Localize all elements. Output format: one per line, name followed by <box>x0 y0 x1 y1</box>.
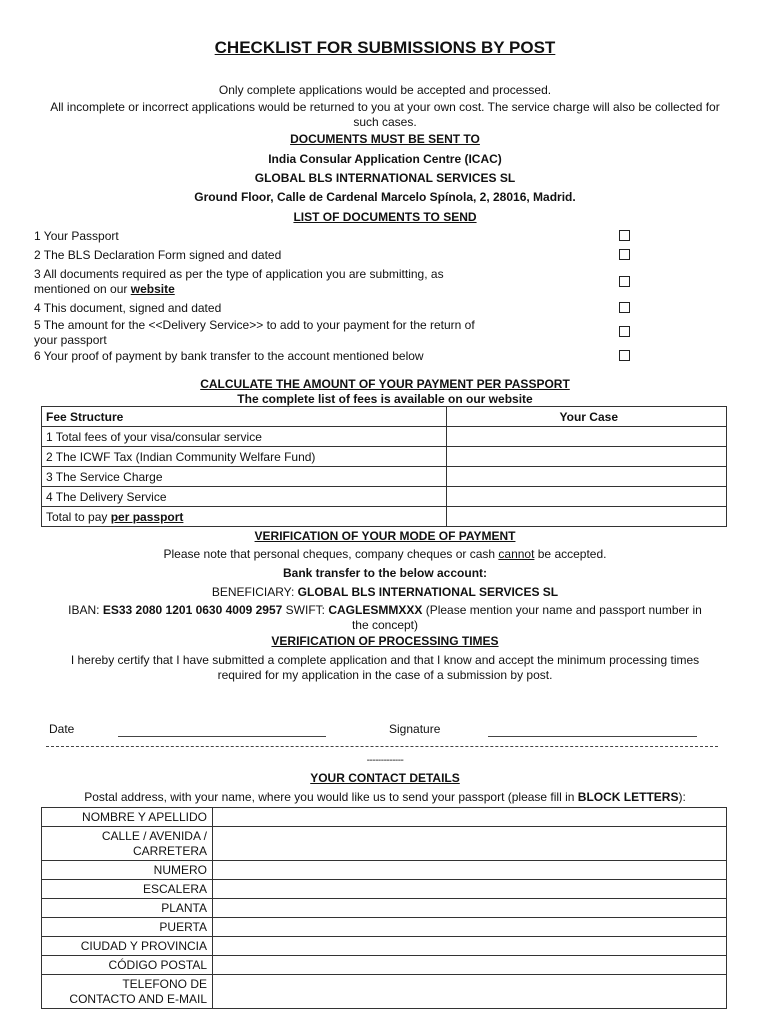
iban-line <box>0 603 770 617</box>
date-label: Date <box>49 722 75 736</box>
fee-input-cell[interactable] <box>447 427 727 447</box>
nombre-input[interactable] <box>213 808 727 827</box>
processing-header: VERIFICATION OF PROCESSING TIMES <box>271 634 499 648</box>
list-item: 1 Your Passport <box>34 229 119 243</box>
cut-line-tail: ------------- <box>366 755 404 766</box>
page-title: CHECKLIST FOR SUBMISSIONS BY POST <box>214 38 556 57</box>
iban-label: IBAN: <box>68 603 103 617</box>
field-label-line-1: TELEFONO DE <box>122 976 207 991</box>
field-label-codigo-postal: CÓDIGO POSTAL <box>42 956 213 975</box>
beneficiary-label: BENEFICIARY: <box>211 585 298 599</box>
checkbox[interactable] <box>619 302 630 313</box>
checkbox[interactable] <box>619 350 630 361</box>
calle-input[interactable] <box>213 827 727 861</box>
list-item-line-1: 5 The amount for the <<Delivery Service>> to add to your payment for the return of <box>34 318 475 332</box>
address-line-1: India Consular Application Centre (ICAC) <box>268 152 502 166</box>
signature-field[interactable] <box>488 735 697 737</box>
address-line-2: GLOBAL BLS INTERNATIONAL SERVICES SL <box>254 171 516 185</box>
fee-label: 3 The Service Charge <box>42 467 447 487</box>
fee-label: 1 Total fees of your visa/consular service <box>42 427 447 447</box>
cut-line <box>46 746 718 747</box>
ciudad-input[interactable] <box>213 937 727 956</box>
swift-note-line-2: the concept) <box>351 618 419 632</box>
table-row <box>42 956 727 975</box>
fee-input-cell[interactable] <box>447 487 727 507</box>
table-header-row <box>42 407 727 427</box>
numero-input[interactable] <box>213 861 727 880</box>
calc-header: CALCULATE THE AMOUNT OF YOUR PAYMENT PER PASSPORT <box>200 377 570 391</box>
intro-line-2: All incomplete or incorrect applications would be returned to you at your own cost. The service charge will also be collected for <box>50 100 720 114</box>
table-row <box>42 975 727 1009</box>
payment-note-post: be accepted. <box>534 547 607 561</box>
list-item: 2 The BLS Declaration Form signed and dated <box>34 248 282 262</box>
contact-table <box>41 807 727 1009</box>
fee-label: 2 The ICWF Tax (Indian Community Welfare Fund) <box>42 447 447 467</box>
swift-note: (Please mention your name and passport number in <box>422 603 702 617</box>
field-label-line-2: CONTACTO AND E-MAIL <box>69 991 207 1006</box>
field-label-calle <box>42 827 213 861</box>
checkbox[interactable] <box>619 230 630 241</box>
calc-subheader: The complete list of fees is available on our website <box>237 392 533 406</box>
table-row <box>42 880 727 899</box>
intro-line-3: such cases. <box>353 115 417 129</box>
swift-value: CAGLESMMXXX <box>328 603 423 617</box>
telefono-email-input[interactable] <box>213 975 727 1009</box>
field-label-ciudad: CIUDAD Y PROVINCIA <box>42 937 213 956</box>
fee-table <box>41 406 727 527</box>
date-field[interactable] <box>118 735 326 737</box>
field-label-telefono <box>42 975 213 1009</box>
total-emphasis: per passport <box>110 509 184 524</box>
intro-line-1: Only complete applications would be accepted and processed. <box>218 83 552 97</box>
bank-header: Bank transfer to the below account: <box>282 566 488 580</box>
list-item: 6 Your proof of payment by bank transfer to the account mentioned below <box>34 349 424 363</box>
swift-label: SWIFT: <box>282 603 329 617</box>
contact-instruction-post: ): <box>678 790 686 804</box>
field-label-line-2: CARRETERA <box>132 843 207 858</box>
table-row <box>42 447 727 467</box>
table-row <box>42 808 727 827</box>
checkbox[interactable] <box>619 249 630 260</box>
beneficiary-line <box>0 585 770 599</box>
documents-header: DOCUMENTS MUST BE SENT TO <box>290 132 480 146</box>
checkbox[interactable] <box>619 276 630 287</box>
processing-line-2: required for my application in the case of a submission by post. <box>217 668 553 682</box>
payment-header: VERIFICATION OF YOUR MODE OF PAYMENT <box>254 529 516 543</box>
your-case-header: Your Case <box>447 407 727 427</box>
escalera-input[interactable] <box>213 880 727 899</box>
contact-instruction <box>0 790 770 804</box>
table-row <box>42 467 727 487</box>
list-header: LIST OF DOCUMENTS TO SEND <box>293 210 477 224</box>
list-item-line-2: mentioned on our <box>34 282 131 296</box>
total-input-cell[interactable] <box>447 507 727 527</box>
table-row <box>42 427 727 447</box>
list-item <box>34 318 594 348</box>
fee-label: 4 The Delivery Service <box>42 487 447 507</box>
total-label <box>42 507 447 527</box>
list-item <box>34 267 594 297</box>
processing-line-1: I hereby certify that I have submitted a complete application and that I know and accept the minimum processing times <box>70 653 700 667</box>
list-item: 4 This document, signed and dated <box>34 301 222 315</box>
payment-note <box>0 547 770 561</box>
contact-instruction-emphasis: BLOCK LETTERS <box>577 790 679 804</box>
iban-value: ES33 2080 1201 0630 4009 2957 <box>102 603 283 617</box>
contact-header: YOUR CONTACT DETAILS <box>310 771 460 785</box>
signature-label: Signature <box>389 722 441 736</box>
list-item-line-2: your passport <box>34 333 107 347</box>
address-line-3: Ground Floor, Calle de Cardenal Marcelo Spínola, 2, 28016, Madrid. <box>194 190 576 204</box>
total-prefix: Total to pay <box>46 509 111 524</box>
field-label-numero: NUMERO <box>42 861 213 880</box>
payment-note-pre: Please note that personal cheques, company cheques or cash <box>163 547 499 561</box>
field-label-planta: PLANTA <box>42 899 213 918</box>
table-row <box>42 918 727 937</box>
table-total-row <box>42 507 727 527</box>
field-label-nombre: NOMBRE Y APELLIDO <box>42 808 213 827</box>
table-row <box>42 861 727 880</box>
fee-structure-header: Fee Structure <box>42 407 447 427</box>
table-row <box>42 899 727 918</box>
fee-input-cell[interactable] <box>447 467 727 487</box>
table-row <box>42 487 727 507</box>
list-item-line-1: 3 All documents required as per the type of application you are submitting, as <box>34 267 444 281</box>
contact-instruction-pre: Postal address, with your name, where you would like us to send your passport (please fill in <box>84 790 578 804</box>
beneficiary-value: GLOBAL BLS INTERNATIONAL SERVICES SL <box>297 585 559 599</box>
table-row <box>42 827 727 861</box>
fee-input-cell[interactable] <box>447 447 727 467</box>
checkbox[interactable] <box>619 326 630 337</box>
field-label-puerta: PUERTA <box>42 918 213 937</box>
puerta-input[interactable] <box>213 918 727 937</box>
field-label-line-1: CALLE / AVENIDA / <box>101 828 207 843</box>
planta-input[interactable] <box>213 899 727 918</box>
field-label-escalera: ESCALERA <box>42 880 213 899</box>
table-row <box>42 937 727 956</box>
codigo-postal-input[interactable] <box>213 956 727 975</box>
payment-note-emphasis: cannot <box>498 547 535 561</box>
website-link[interactable]: website <box>130 282 175 296</box>
